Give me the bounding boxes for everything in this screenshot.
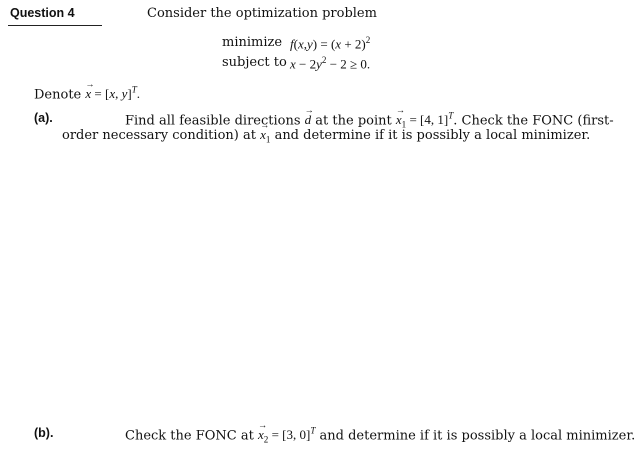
heading-underline	[8, 25, 102, 26]
part-a-label: (a).	[34, 111, 53, 125]
part-b-label: (b).	[34, 426, 54, 440]
part-a-text-5: and determine if it is possibly a local minimizer.	[274, 128, 591, 143]
part-a-line-2	[62, 127, 590, 145]
part-a-text-4: order necessary condition) at	[62, 128, 256, 143]
point-x1: → $x_1 = [4$, 1]$^T$	[396, 112, 453, 127]
direction-vector: → d	[305, 112, 312, 128]
objective-function: $f(x,y) = (x + 2)^2$	[290, 35, 371, 52]
constraint: $x - 2y^2 - 2 \ge 0$.	[290, 55, 371, 72]
question-heading: Question 4	[10, 6, 75, 20]
part-b-text-2: and determine if it is possibly a local minimizer.	[319, 428, 635, 444]
point-x2: → $x_2 = [3$, 0]$^T$	[258, 427, 315, 442]
minimize-keyword: minimize	[222, 35, 283, 50]
problem-intro: Consider the optimization problem	[147, 6, 377, 21]
part-a-text-2: at the point	[315, 113, 392, 129]
part-a-text-1: Find all feasible directions	[125, 113, 301, 129]
vector-definition: → x = [x, y]$^T$.	[85, 86, 140, 101]
part-b-line	[125, 426, 635, 445]
denote-line	[34, 85, 140, 102]
part-a-text-3: . Check the FONC (first-	[453, 113, 614, 129]
point-x1-ref: → $x_1$	[260, 127, 270, 142]
part-b-text-1: Check the FONC at	[125, 428, 254, 444]
subject-to-keyword: subject to	[222, 55, 287, 70]
denote-text: Denote	[34, 87, 82, 103]
